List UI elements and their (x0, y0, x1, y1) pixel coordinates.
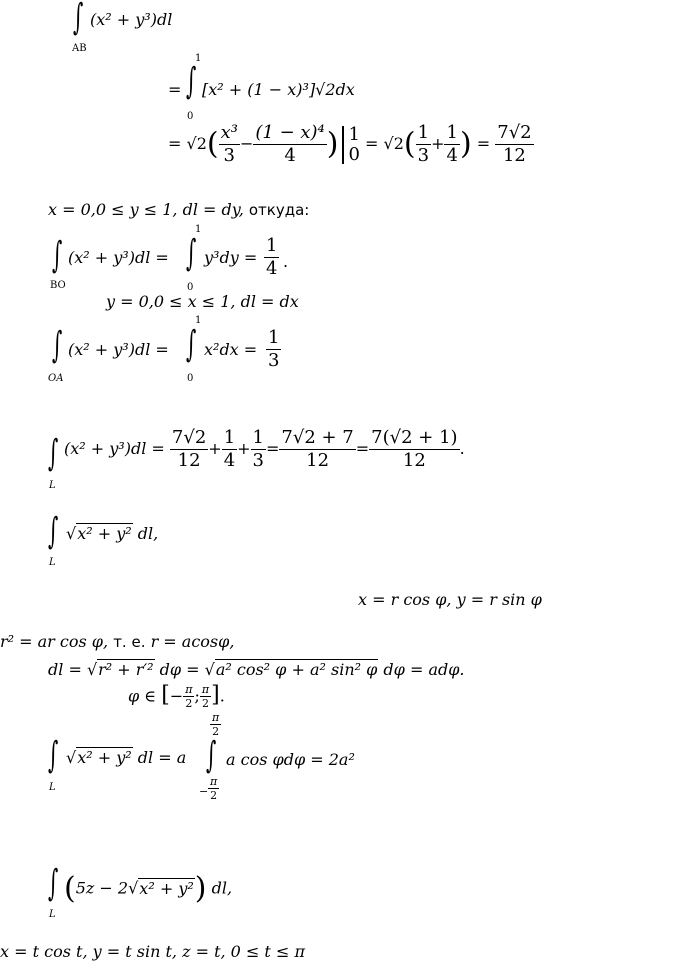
substitution-line: x = r cos φ, y = r sin φ (358, 590, 542, 609)
period: . (283, 252, 289, 271)
result-fraction: $\frac{7√2}{12}$ (497, 122, 532, 166)
integral-sign: ∫ (48, 433, 59, 474)
fraction: $\frac{7√2 + 7}{12}$ (281, 427, 354, 471)
upper-limit: 1 (195, 315, 202, 326)
evaluation-limits: 1 0 (348, 123, 360, 165)
fraction: $\frac{\text{x³}}{3}$ (220, 122, 238, 166)
lower-limit: $\frac{\pi}{2}$ (210, 775, 218, 802)
integral-subscript: AB (72, 43, 87, 54)
fraction: $\frac{1}{4}$ (223, 427, 236, 471)
integrand: a cos φdφ = 2a² (226, 750, 355, 769)
polar-math-2: r = acosφ, (150, 632, 235, 651)
lower-limit: 0 (187, 373, 194, 384)
condition-line: y = 0,0 ≤ x ≤ 1, dl = dx (106, 292, 299, 311)
condition-text: откуда: (248, 201, 310, 219)
integral-sign: ∫ (52, 235, 63, 276)
equals-sign: = (168, 134, 182, 153)
integrand: [x² + (1 − x)³]√2dx (202, 80, 355, 99)
fraction: $\frac{7√2}{12}$ (171, 427, 207, 471)
dl-lhs: dl = (48, 660, 82, 679)
integral-sign: ∫ (186, 233, 197, 274)
integral-sign: ∫ (48, 511, 59, 552)
radicand: x² + y² (77, 524, 132, 543)
integrand-tail: dl, (211, 878, 233, 898)
integrand: (x² + y³)dl (90, 10, 173, 29)
integral-subscript: L (49, 782, 56, 793)
integral-sign: ∫ (206, 735, 217, 776)
integrand: x²dx = (204, 340, 258, 359)
integral-sign: ∫ (73, 0, 84, 38)
period: . (459, 439, 465, 458)
evaluation-bar (342, 126, 344, 164)
integral-sign: ∫ (186, 324, 197, 365)
integrand: y³dy = (204, 248, 258, 267)
integrand: (x² + y³)dl = (68, 248, 169, 267)
upper-limit: 1 (195, 53, 202, 64)
integrand-mid: dl = a (137, 748, 187, 767)
dl-rhs: dφ = adφ. (383, 660, 465, 679)
upper-limit: 1 (195, 224, 202, 235)
integrand-tail: dl, (137, 524, 159, 543)
polar-line (0, 632, 234, 652)
fraction: $\frac{\pi}{2}$ (201, 683, 210, 710)
integral-sign: ∫ (186, 61, 197, 102)
parametrization-line: x = t cos t, y = t sin t, z = t, 0 ≤ t ≤ π (0, 942, 305, 961)
lower-limit: 0 (187, 111, 194, 122)
radicand: x² + y² (77, 748, 132, 767)
dl-mid: dφ = (159, 660, 200, 679)
interval-line: φ ∈ [− $\frac{\pi}{2}$ ; $\frac{\pi}{2}$ ]. (128, 682, 225, 710)
integrand: (5z − 2√x² + y²) dl, (64, 871, 233, 906)
sum-equation: (x² + y³)dl = $\frac{7√2}{12}$ + $\frac{1}{4}$ + $\frac{1}{3}$ = $\frac{7√2 + 7}{12}$ = $\frac{7(√2 + 1)}{12}$ . (64, 427, 465, 471)
result-fraction: $\frac{7(√2 + 1)}{12}$ (371, 427, 458, 471)
integrand: (x² + y³)dl = (68, 340, 169, 359)
integral-subscript: OA (48, 373, 64, 384)
evaluation-line: = √2( $\frac{\text{x³}}{3}$ − $\frac{\text{(1 − x)⁴}}{4}$ ) 1 0 = √2( $\frac{1}{3}$ + $\frac{1}{4}$ ) = $\frac{7√2}{12}$ (168, 122, 532, 166)
integrand: √x² + y² dl, (66, 524, 159, 543)
fraction: $\frac{\text{(1 − x)⁴}}{4}$ (255, 122, 325, 166)
integral-sign: ∫ (52, 325, 63, 366)
integral-sign: ∫ (48, 863, 59, 904)
integral-subscript: L (49, 557, 56, 568)
integral-subscript: L (49, 480, 56, 491)
result-fraction: $\frac{1}{3}$ (268, 327, 280, 371)
integral-subscript: BO (50, 280, 66, 291)
fraction: $\frac{1}{3}$ (252, 427, 264, 471)
integrand-main: 5z − 2 (75, 878, 129, 898)
period: . (219, 686, 225, 706)
radicand: r² + r′² (98, 660, 154, 679)
integral-subscript: L (49, 909, 56, 920)
polar-math: r² = ar cos φ, (0, 632, 109, 651)
minus-sign: − (199, 785, 209, 798)
upper-limit: $\frac{\pi}{2}$ (212, 711, 220, 738)
dl-line: dl = √r² + r′² dφ = √a² cos² φ + a² sin² φ dφ = adφ. (48, 660, 465, 679)
condition-line (48, 200, 309, 220)
equals-sign: = (168, 80, 182, 99)
lower-limit: 0 (187, 282, 194, 293)
integrand: (x² + y³)dl = (64, 439, 165, 458)
integrand: √x² + y² dl = a (66, 748, 187, 767)
interval-lhs: φ ∈ (128, 686, 157, 706)
polar-text: т. е. (113, 633, 146, 651)
radicand: a² cos² φ + a² sin² φ (215, 660, 378, 679)
result-fraction: $\frac{1}{4}$ (266, 235, 278, 279)
fraction: $\frac{\pi}{2}$ (185, 683, 193, 710)
radicand: x² + y² (139, 878, 194, 898)
integral-sign: ∫ (48, 735, 59, 776)
condition-math: x = 0,0 ≤ y ≤ 1, dl = dy, (48, 200, 244, 219)
